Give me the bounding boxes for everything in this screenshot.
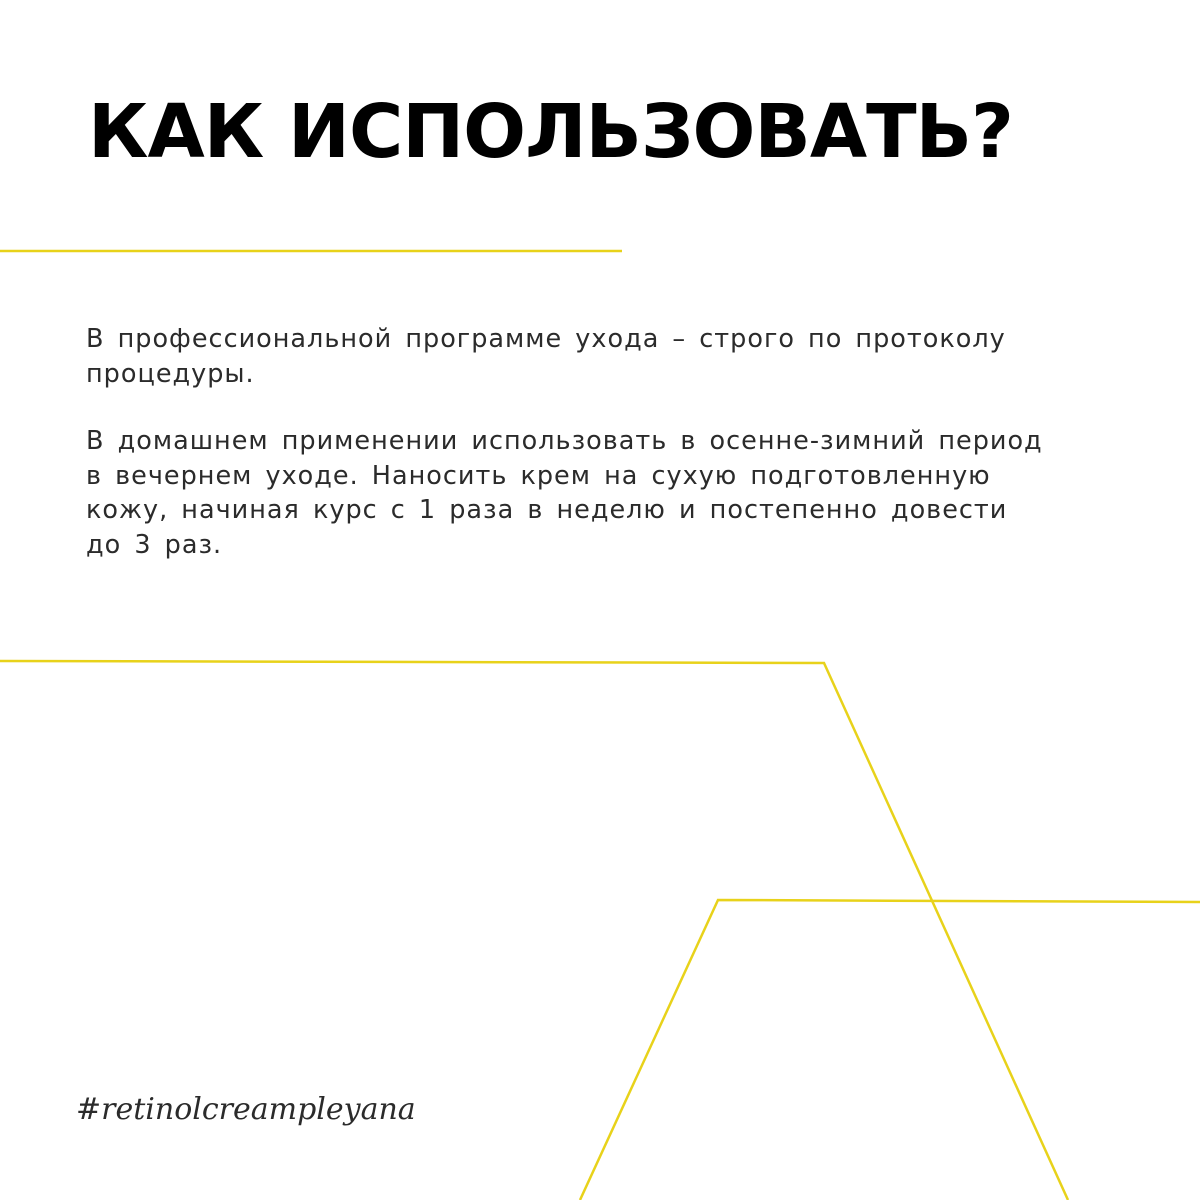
paragraph-home-use: В домашнем применении использовать в осенне-зимний период в вечернем уходе. Наносить крем на сухую подготовленную кожу, начиная курс с 1 раза в неделю и постепенно довести до 3 раз. xyxy=(86,426,1043,560)
page-title: КАК ИСПОЛЬЗОВАТЬ? xyxy=(88,89,1013,175)
yellow-line-lower xyxy=(580,900,1200,1200)
hashtag: #retinolcreampleyana xyxy=(76,1092,416,1127)
paragraph-professional-use: В профессиональной программе ухода – строго по протоколу процедуры. xyxy=(86,324,1006,389)
